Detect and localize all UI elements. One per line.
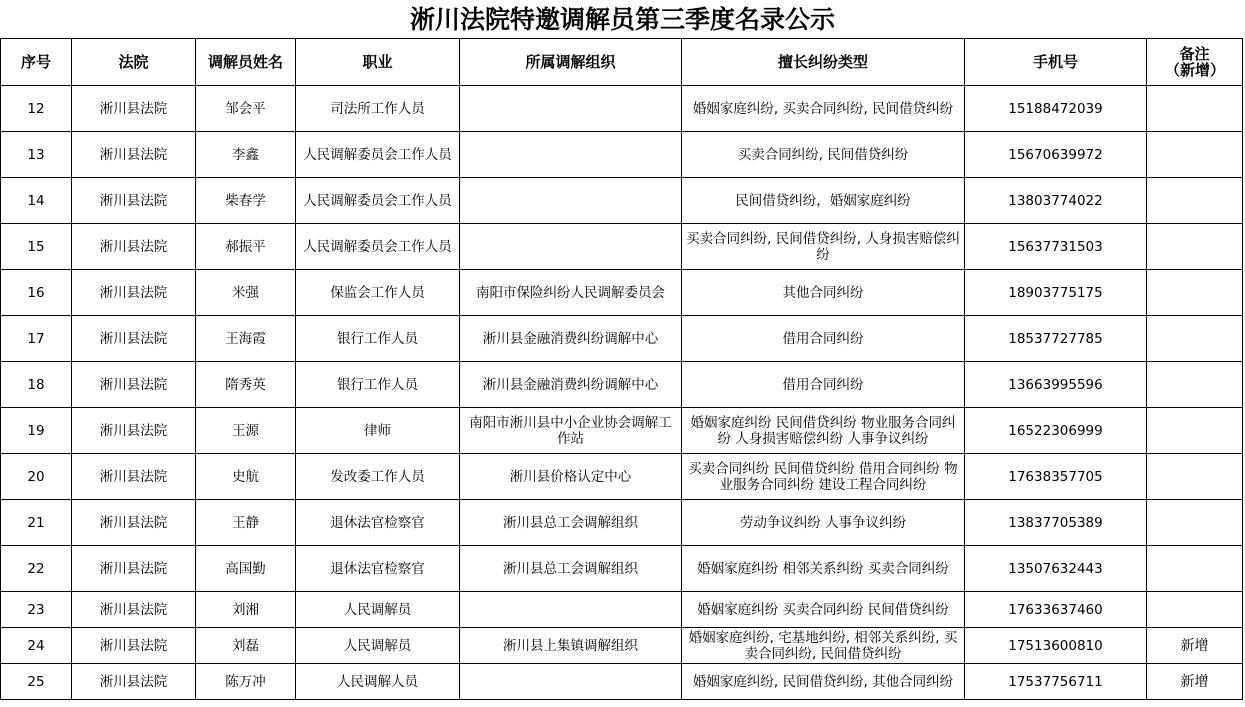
cell-court: 淅川县法院 (72, 408, 196, 454)
cell-phone: 15670639972 (965, 132, 1147, 178)
cell-index: 15 (1, 224, 72, 270)
table-row (1, 454, 1243, 500)
table-row (1, 408, 1243, 454)
table-row (1, 316, 1243, 362)
header-dispute-types: 擅长纠纷类型 (682, 39, 965, 86)
cell-dispute-types: 其他合同纠纷 (682, 270, 965, 316)
cell-occupation: 人民调解委员会工作人员 (296, 224, 460, 270)
cell-index: 20 (1, 454, 72, 500)
cell-index: 12 (1, 86, 72, 132)
cell-dispute-types: 婚姻家庭纠纷, 民间借贷纠纷, 其他合同纠纷 (682, 664, 965, 700)
cell-phone: 17513600810 (965, 628, 1147, 664)
cell-occupation: 司法所工作人员 (296, 86, 460, 132)
cell-court: 淅川县法院 (72, 628, 196, 664)
cell-mediator-name: 李鑫 (196, 132, 296, 178)
cell-occupation: 保监会工作人员 (296, 270, 460, 316)
header-row (1, 39, 1243, 86)
cell-organization: 淅川县总工会调解组织 (460, 500, 682, 546)
table-row (1, 362, 1243, 408)
cell-court: 淅川县法院 (72, 500, 196, 546)
cell-index: 24 (1, 628, 72, 664)
cell-remarks (1147, 132, 1243, 178)
cell-remarks (1147, 316, 1243, 362)
cell-index: 18 (1, 362, 72, 408)
cell-index: 14 (1, 178, 72, 224)
cell-index: 21 (1, 500, 72, 546)
table-row (1, 664, 1243, 700)
header-mediator-name: 调解员姓名 (196, 39, 296, 86)
cell-organization (460, 132, 682, 178)
cell-index: 16 (1, 270, 72, 316)
cell-dispute-types: 借用合同纠纷 (682, 362, 965, 408)
cell-court: 淅川县法院 (72, 664, 196, 700)
cell-mediator-name: 陈万冲 (196, 664, 296, 700)
cell-organization: 淅川县金融消费纠纷调解中心 (460, 362, 682, 408)
cell-court: 淅川县法院 (72, 592, 196, 628)
cell-organization: 淅川县金融消费纠纷调解中心 (460, 316, 682, 362)
cell-organization (460, 178, 682, 224)
cell-phone: 17638357705 (965, 454, 1147, 500)
cell-remarks (1147, 178, 1243, 224)
cell-occupation: 银行工作人员 (296, 316, 460, 362)
cell-remarks (1147, 500, 1243, 546)
cell-mediator-name: 王源 (196, 408, 296, 454)
header-phone: 手机号 (965, 39, 1147, 86)
cell-occupation: 人民调解员 (296, 628, 460, 664)
cell-index: 22 (1, 546, 72, 592)
header-remarks: 备注（新增） (1147, 39, 1243, 86)
cell-remarks (1147, 224, 1243, 270)
cell-mediator-name: 刘磊 (196, 628, 296, 664)
mediator-roster-table (0, 38, 1243, 700)
cell-remarks (1147, 408, 1243, 454)
cell-remarks (1147, 592, 1243, 628)
cell-mediator-name: 刘湘 (196, 592, 296, 628)
header-index: 序号 (1, 39, 72, 86)
page-title: 淅川法院特邀调解员第三季度名录公示 (409, 5, 835, 34)
table-row (1, 500, 1243, 546)
cell-remarks (1147, 546, 1243, 592)
cell-court: 淅川县法院 (72, 316, 196, 362)
cell-dispute-types: 婚姻家庭纠纷, 宅基地纠纷, 相邻关系纠纷, 买卖合同纠纷, 民间借贷纠纷 (682, 628, 965, 664)
header-organization: 所属调解组织 (460, 39, 682, 86)
cell-occupation: 人民调解委员会工作人员 (296, 178, 460, 224)
cell-dispute-types: 买卖合同纠纷, 民间借贷纠纷, 人身损害赔偿纠纷 (682, 224, 965, 270)
table-row (1, 592, 1243, 628)
cell-phone: 13663995596 (965, 362, 1147, 408)
cell-occupation: 发改委工作人员 (296, 454, 460, 500)
cell-index: 23 (1, 592, 72, 628)
cell-mediator-name: 隋秀英 (196, 362, 296, 408)
cell-occupation: 律师 (296, 408, 460, 454)
table-row (1, 628, 1243, 664)
cell-court: 淅川县法院 (72, 546, 196, 592)
cell-organization: 淅川县价格认定中心 (460, 454, 682, 500)
cell-court: 淅川县法院 (72, 132, 196, 178)
cell-mediator-name: 王海霞 (196, 316, 296, 362)
cell-court: 淅川县法院 (72, 178, 196, 224)
cell-phone: 18537727785 (965, 316, 1147, 362)
cell-index: 19 (1, 408, 72, 454)
cell-organization: 南阳市淅川县中小企业协会调解工作站 (460, 408, 682, 454)
header-court: 法院 (72, 39, 196, 86)
cell-mediator-name: 史航 (196, 454, 296, 500)
cell-phone: 13803774022 (965, 178, 1147, 224)
cell-phone: 18903775175 (965, 270, 1147, 316)
cell-occupation: 人民调解人员 (296, 664, 460, 700)
table-row (1, 132, 1243, 178)
cell-remarks (1147, 270, 1243, 316)
cell-dispute-types: 婚姻家庭纠纷 民间借贷纠纷 物业服务合同纠纷 人身损害赔偿纠纷 人事争议纠纷 (682, 408, 965, 454)
cell-court: 淅川县法院 (72, 362, 196, 408)
cell-organization (460, 592, 682, 628)
cell-index: 25 (1, 664, 72, 700)
cell-organization (460, 224, 682, 270)
cell-dispute-types: 借用合同纠纷 (682, 316, 965, 362)
cell-remarks: 新增 (1147, 628, 1243, 664)
cell-mediator-name: 米强 (196, 270, 296, 316)
cell-dispute-types: 劳动争议纠纷 人事争议纠纷 (682, 500, 965, 546)
cell-index: 13 (1, 132, 72, 178)
cell-occupation: 银行工作人员 (296, 362, 460, 408)
cell-phone: 17633637460 (965, 592, 1147, 628)
cell-phone: 13837705389 (965, 500, 1147, 546)
cell-occupation: 退休法官检察官 (296, 500, 460, 546)
cell-phone: 17537756711 (965, 664, 1147, 700)
cell-phone: 13507632443 (965, 546, 1147, 592)
cell-organization (460, 86, 682, 132)
cell-phone: 16522306999 (965, 408, 1147, 454)
cell-court: 淅川县法院 (72, 270, 196, 316)
table-row (1, 86, 1243, 132)
cell-court: 淅川县法院 (72, 224, 196, 270)
cell-mediator-name: 王静 (196, 500, 296, 546)
roster-body (1, 86, 1243, 700)
cell-dispute-types: 民间借贷纠纷，婚姻家庭纠纷 (682, 178, 965, 224)
cell-court: 淅川县法院 (72, 454, 196, 500)
cell-index: 17 (1, 316, 72, 362)
table-row (1, 224, 1243, 270)
cell-organization: 淅川县总工会调解组织 (460, 546, 682, 592)
cell-organization (460, 664, 682, 700)
cell-mediator-name: 郝振平 (196, 224, 296, 270)
cell-phone: 15637731503 (965, 224, 1147, 270)
cell-phone: 15188472039 (965, 86, 1147, 132)
cell-organization: 南阳市保险纠纷人民调解委员会 (460, 270, 682, 316)
table-row (1, 270, 1243, 316)
cell-dispute-types: 婚姻家庭纠纷 相邻关系纠纷 买卖合同纠纷 (682, 546, 965, 592)
table-row (1, 546, 1243, 592)
cell-remarks: 新增 (1147, 664, 1243, 700)
cell-occupation: 人民调解员 (296, 592, 460, 628)
cell-dispute-types: 买卖合同纠纷 民间借贷纠纷 借用合同纠纷 物业服务合同纠纷 建设工程合同纠纷 (682, 454, 965, 500)
cell-mediator-name: 邹会平 (196, 86, 296, 132)
table-row (1, 178, 1243, 224)
cell-dispute-types: 买卖合同纠纷, 民间借贷纠纷 (682, 132, 965, 178)
cell-court: 淅川县法院 (72, 86, 196, 132)
cell-organization: 淅川县上集镇调解组织 (460, 628, 682, 664)
header-occupation: 职业 (296, 39, 460, 86)
cell-remarks (1147, 86, 1243, 132)
cell-remarks (1147, 362, 1243, 408)
cell-mediator-name: 柴春学 (196, 178, 296, 224)
cell-occupation: 退休法官检察官 (296, 546, 460, 592)
cell-remarks (1147, 454, 1243, 500)
cell-mediator-name: 高国勤 (196, 546, 296, 592)
cell-dispute-types: 婚姻家庭纠纷 买卖合同纠纷 民间借贷纠纷 (682, 592, 965, 628)
cell-dispute-types: 婚姻家庭纠纷, 买卖合同纠纷, 民间借贷纠纷 (682, 86, 965, 132)
cell-occupation: 人民调解委员会工作人员 (296, 132, 460, 178)
